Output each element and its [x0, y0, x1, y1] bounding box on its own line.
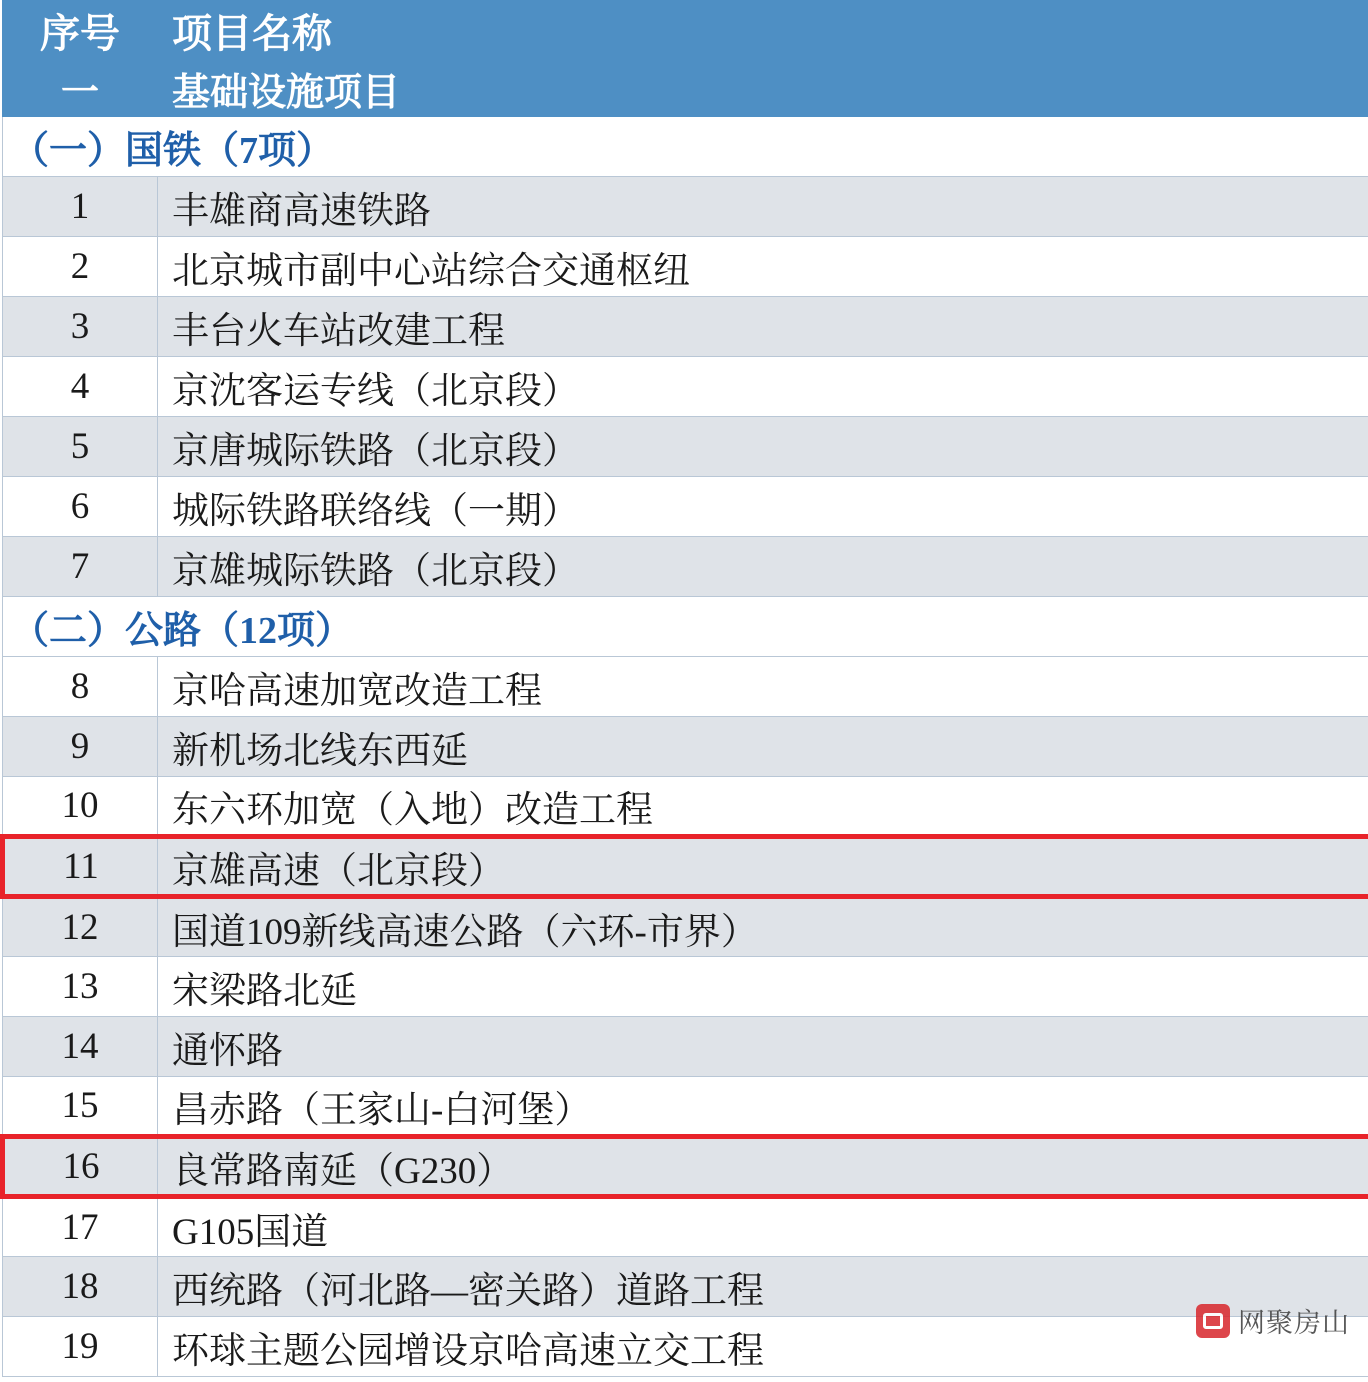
- watermark-label: 网聚房山: [1238, 1308, 1350, 1338]
- table-row: [3, 237, 1368, 297]
- table-row: [3, 657, 1368, 717]
- row-name: 良常路南延（G230）: [158, 1137, 1368, 1197]
- table-row: [3, 1017, 1368, 1077]
- row-num: 7: [3, 537, 158, 597]
- row-name: G105国道: [158, 1197, 1368, 1257]
- group-title-row: [3, 117, 1368, 177]
- table-row: [3, 1197, 1368, 1257]
- row-name: 国道109新线高速公路（六环-市界）: [158, 897, 1368, 957]
- row-num: 10: [3, 777, 158, 837]
- row-name: 京哈高速加宽改造工程: [158, 657, 1368, 717]
- table-row: [3, 777, 1368, 837]
- table-row: [3, 537, 1368, 597]
- row-num: 18: [3, 1257, 158, 1317]
- row-name: 京雄高速（北京段）: [158, 837, 1368, 897]
- row-num: 9: [3, 717, 158, 777]
- row-num: 5: [3, 417, 158, 477]
- row-name: 城际铁路联络线（一期）: [158, 477, 1368, 537]
- row-num: 14: [3, 1017, 158, 1077]
- table-header-row: [3, 1, 1368, 61]
- row-name: 西统路（河北路—密关路）道路工程: [158, 1257, 1368, 1317]
- group-title-highway: （二）公路（12项）: [3, 597, 1368, 657]
- row-num: 11: [3, 837, 158, 897]
- row-name: 京沈客运专线（北京段）: [158, 357, 1368, 417]
- table-row: [3, 1257, 1368, 1317]
- row-name: 昌赤路（王家山-白河堡）: [158, 1077, 1368, 1137]
- table-row: [3, 357, 1368, 417]
- row-num: 15: [3, 1077, 158, 1137]
- row-num: 8: [3, 657, 158, 717]
- row-num: 3: [3, 297, 158, 357]
- wechat-logo-icon: [1196, 1304, 1230, 1338]
- row-num: 13: [3, 957, 158, 1017]
- row-num: 4: [3, 357, 158, 417]
- row-num: 17: [3, 1197, 158, 1257]
- table-body: [3, 1, 1368, 1377]
- table-row-highlighted: [3, 1137, 1368, 1197]
- column-header-name: 项目名称: [158, 1, 1368, 61]
- section-row: [3, 61, 1368, 117]
- table-row: [3, 177, 1368, 237]
- table-row: [3, 297, 1368, 357]
- row-name: 新机场北线东西延: [158, 717, 1368, 777]
- row-name: 通怀路: [158, 1017, 1368, 1077]
- section-title: 基础设施项目: [158, 61, 1368, 117]
- row-num: 6: [3, 477, 158, 537]
- row-name: 北京城市副中心站综合交通枢纽: [158, 237, 1368, 297]
- row-num: 16: [3, 1137, 158, 1197]
- row-name: 京雄城际铁路（北京段）: [158, 537, 1368, 597]
- row-name: 环球主题公园增设京哈高速立交工程: [158, 1317, 1368, 1377]
- group-title-row: [3, 597, 1368, 657]
- row-num: 12: [3, 897, 158, 957]
- table-row: [3, 957, 1368, 1017]
- row-name: 宋梁路北延: [158, 957, 1368, 1017]
- row-name: 丰台火车站改建工程: [158, 297, 1368, 357]
- row-num: 1: [3, 177, 158, 237]
- table-row: [3, 717, 1368, 777]
- row-name: 丰雄商高速铁路: [158, 177, 1368, 237]
- row-name: 京唐城际铁路（北京段）: [158, 417, 1368, 477]
- row-name: 东六环加宽（入地）改造工程: [158, 777, 1368, 837]
- table-row: [3, 477, 1368, 537]
- table-row: [3, 417, 1368, 477]
- table-row: [3, 1317, 1368, 1377]
- table-row: [3, 1077, 1368, 1137]
- row-num: 19: [3, 1317, 158, 1377]
- table-row-highlighted: [3, 837, 1368, 897]
- watermark: [1196, 1301, 1350, 1340]
- row-num: 2: [3, 237, 158, 297]
- column-header-num: 序号: [3, 1, 158, 61]
- table-row: [3, 897, 1368, 957]
- group-title-railway: （一）国铁（7项）: [3, 117, 1368, 177]
- section-number: 一: [3, 61, 158, 117]
